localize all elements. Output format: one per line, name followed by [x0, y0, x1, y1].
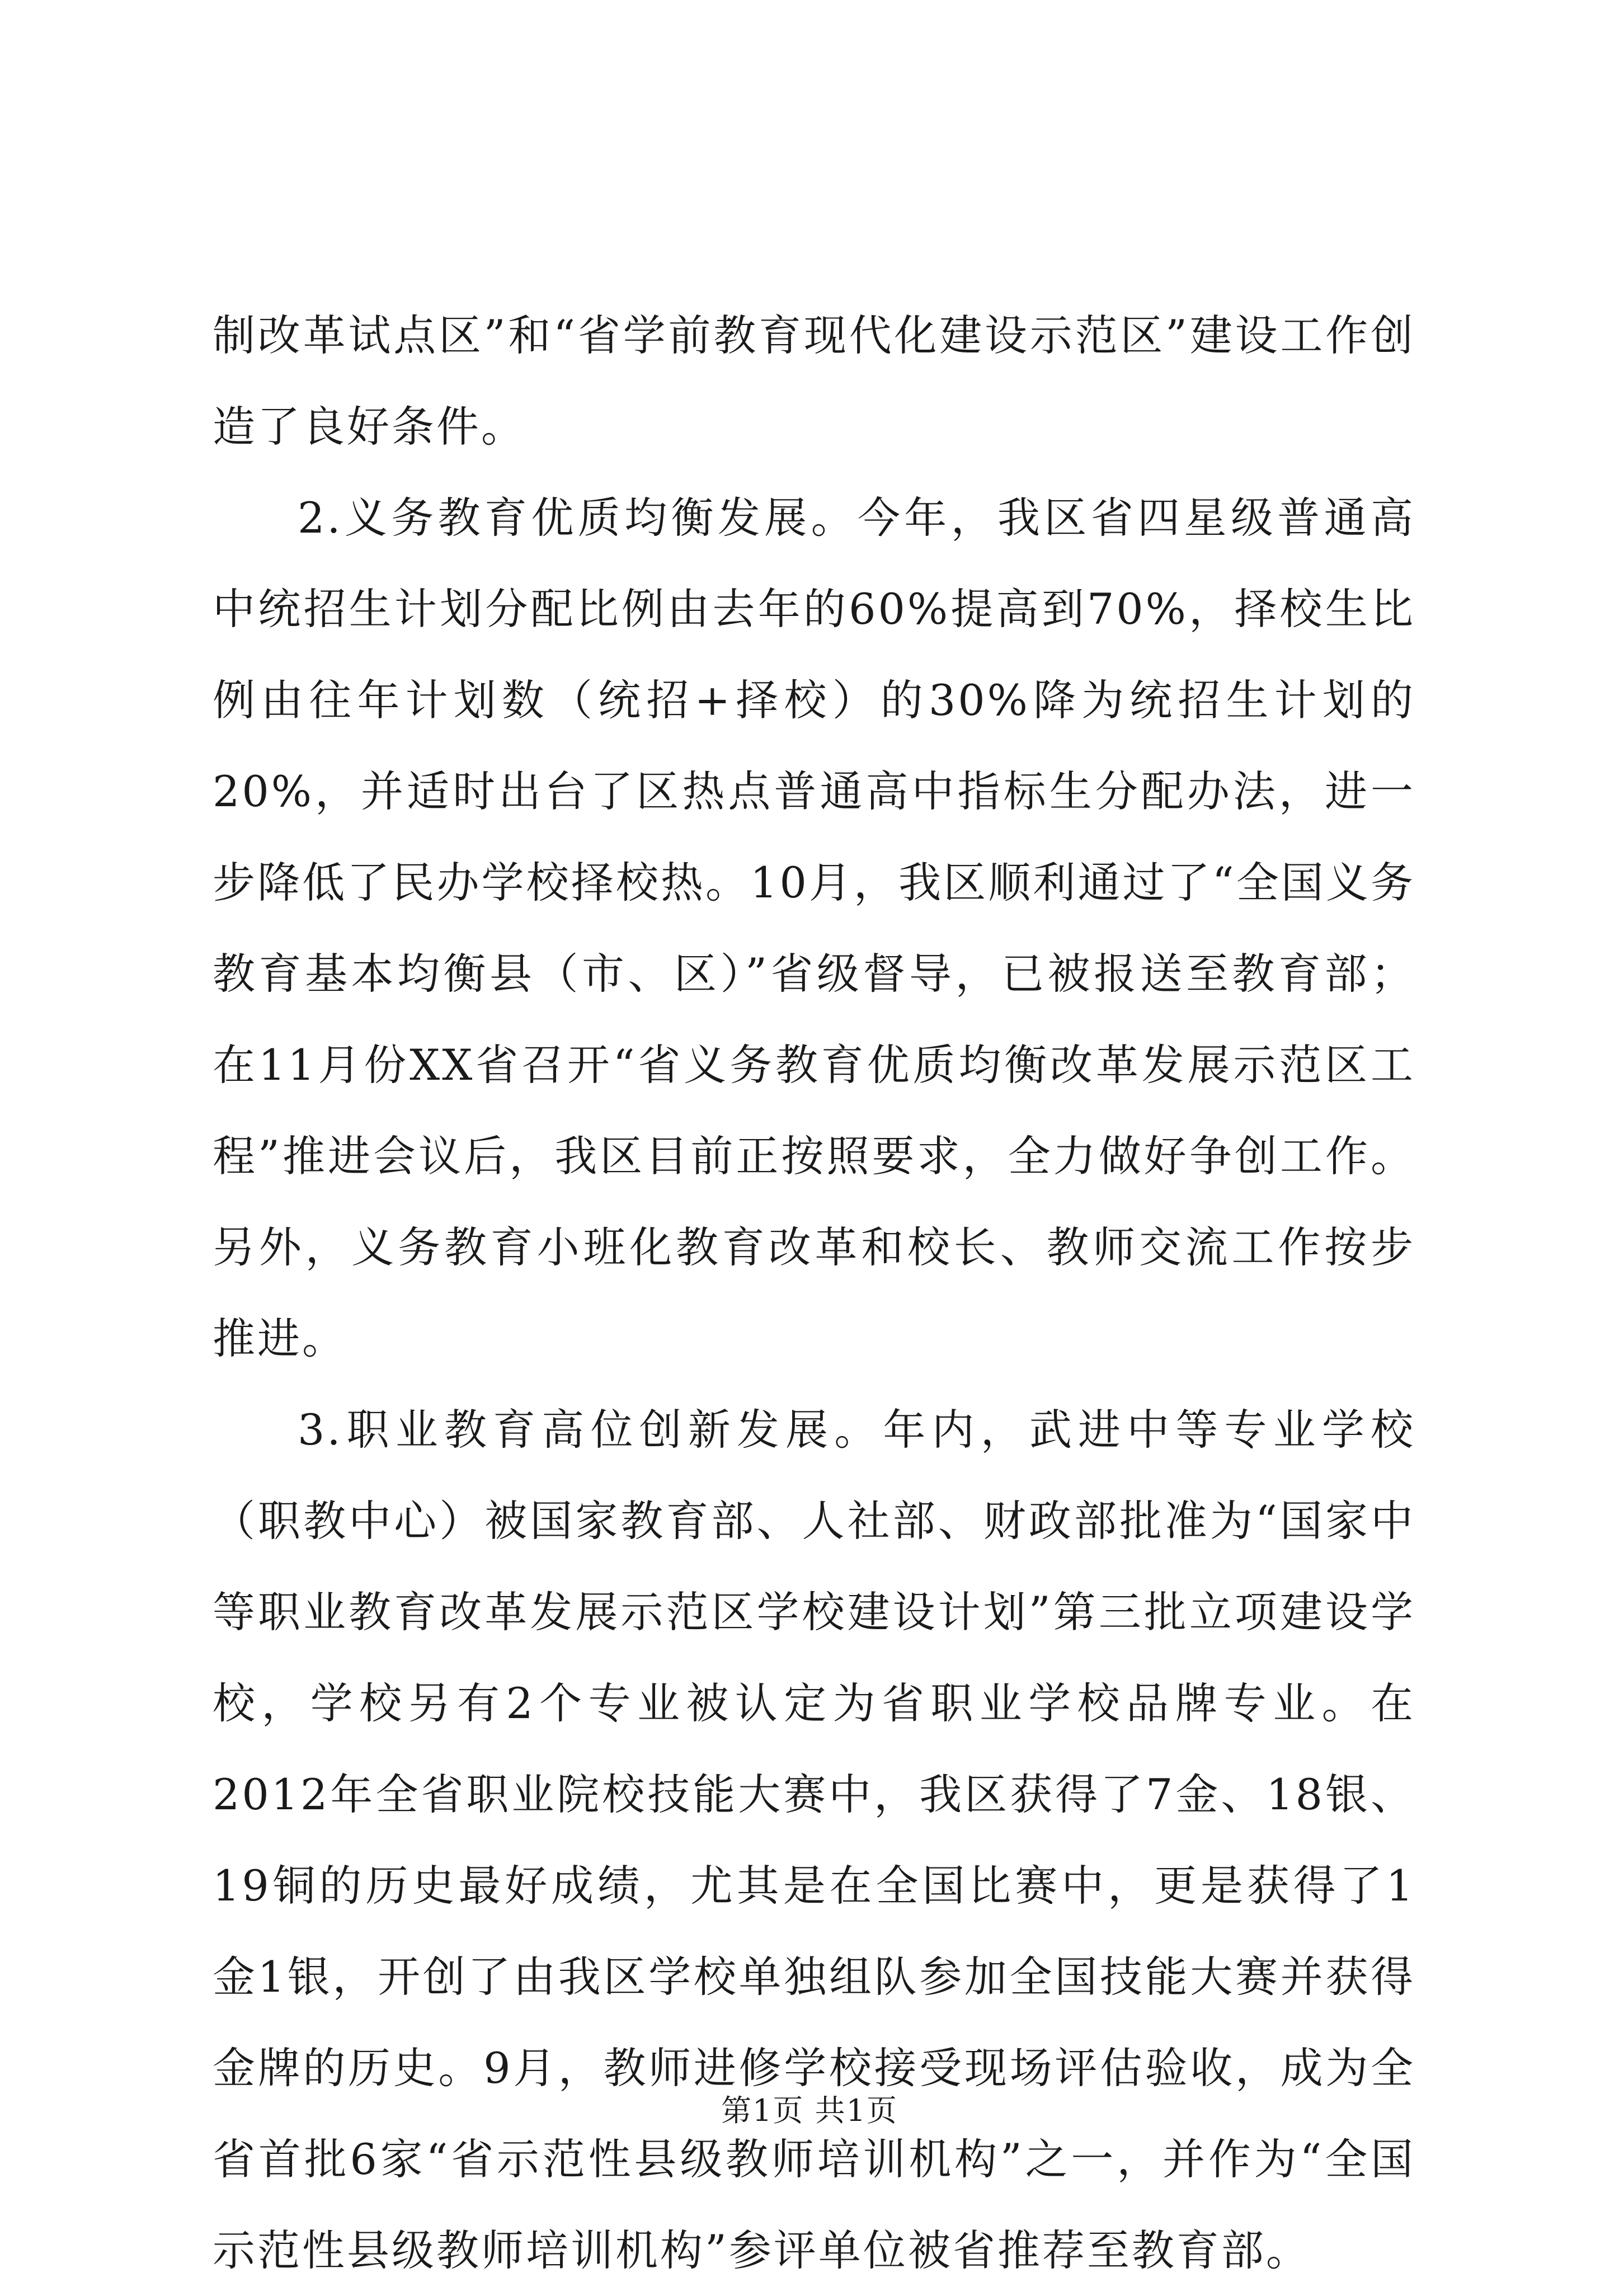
document-body: [213, 290, 1415, 2296]
paragraph-continuation: 制改革试点区”和“省学前教育现代化建设示范区”建设工作创造了良好条件。: [213, 310, 1415, 451]
paragraph-vocational-education: 3.职业教育高位创新发展。年内，武进中等专业学校（职教中心）被国家教育部、人社部、财政部批准为“国家中等职业教育改革发展示范区学校建设计划”第三批立项建设学校，学校另有2个专业被认定为省职业学校品牌专业。在2012年全省职业院校技能大赛中，我区获得了7金、18银、19铜的历史最好成绩，尤其是在全国比赛中，更是获得了1金1银，开创了由我区学校单独组队参加全国技能大赛并获得金牌的历史。9月，教师进修学校接受现场评估验收，成为全省首批6家“省示范性县级教师培训机构”之一，并作为“全国示范性县级教师培训机构”参评单位被省推荐至教育部。: [213, 1405, 1415, 2275]
paragraph-compulsory-education: 2.义务教育优质均衡发展。今年，我区省四星级普通高中统招生计划分配比例由去年的60%提高到70%，择校生比例由往年计划数（统招+择校）的30%降为统招生计划的20%，并适时出台了区热点普通高中指标生分配办法，进一步降低了民办学校择校热。10月，我区顺利通过了“全国义务教育基本均衡县（市、区）”省级督导，已被报送至教育部；在11月份XX省召开“省义务教育优质均衡改革发展示范区工程”推进会议后，我区目前正按照要求，全力做好争创工作。另外，义务教育小班化教育改革和校长、教师交流工作按步推进。: [213, 493, 1415, 1363]
page-number-footer: 第1页 共1页: [721, 2093, 898, 2128]
